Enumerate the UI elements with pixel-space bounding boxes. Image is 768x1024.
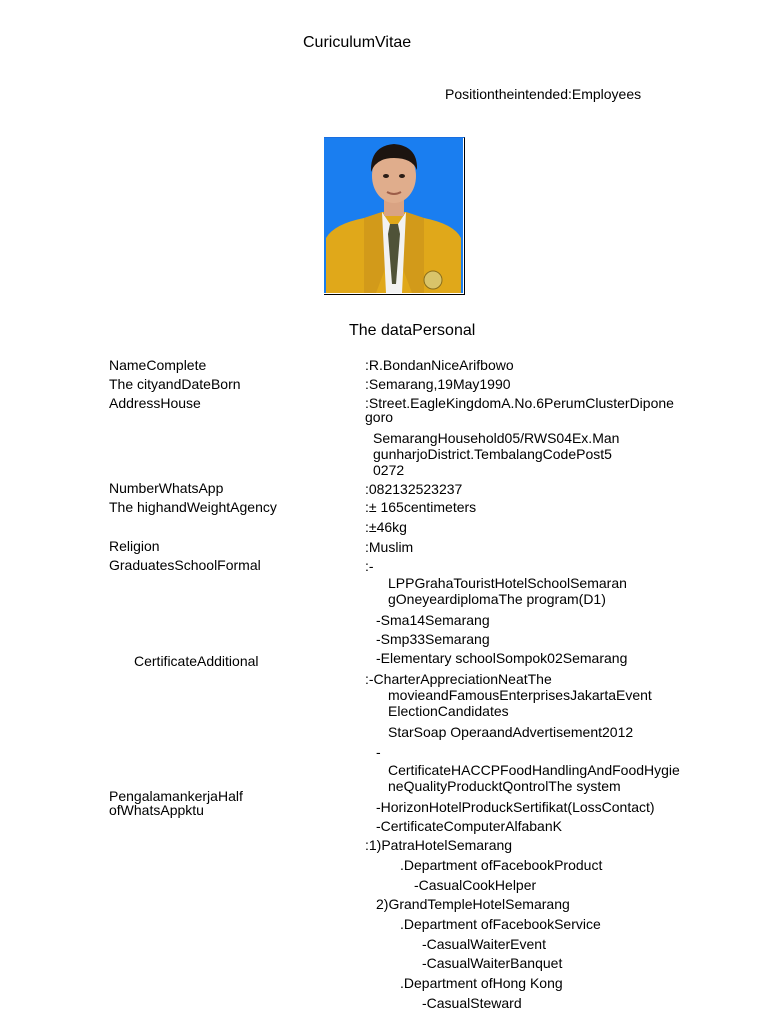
label-address: AddressHouse xyxy=(109,395,201,411)
label-height-weight: The highandWeightAgency xyxy=(109,499,277,515)
label-experience xyxy=(109,789,243,817)
value-cert-7: neQualityProducktQontrolThe system xyxy=(388,778,621,794)
value-exp-6: -CasualWaiterEvent xyxy=(422,936,546,952)
value-cert-1: :-CharterAppreciationNeatThe xyxy=(365,671,552,687)
label-education: GraduatesSchoolFormal xyxy=(109,557,261,573)
profile-photo xyxy=(324,137,465,295)
value-education-5: -Elementary schoolSompok02Semarang xyxy=(376,650,628,666)
value-education-0: :- xyxy=(365,558,374,574)
value-exp-1: :1)PatraHotelSemarang xyxy=(365,837,513,853)
cv-title: CuriculumVitae xyxy=(303,34,412,51)
section-title: The dataPersonal xyxy=(349,322,476,339)
value-education-1: LPPGrahaTouristHotelSchoolSemaran xyxy=(388,575,627,591)
value-exp-4: 2)GrandTempleHotelSemarang xyxy=(376,896,570,912)
value-cert-8: -HorizonHotelProduckSertifikat(LossContact) xyxy=(376,799,655,815)
label-name: NameComplete xyxy=(109,357,207,373)
value-whatsapp: :082132523237 xyxy=(365,481,463,497)
value-name: :R.BondanNiceArifbowo xyxy=(365,357,514,373)
profile-photo-image xyxy=(324,138,463,293)
value-cert-5: - xyxy=(376,744,381,760)
value-birth: :Semarang,19May1990 xyxy=(365,376,511,392)
value-cert-9: -CertificateComputerAlfabanK xyxy=(376,818,562,834)
value-education-2: gOneyeardiplomaThe program(D1) xyxy=(388,591,606,607)
value-address-5: 0272 xyxy=(373,462,405,478)
value-exp-8: .Department ofHong Kong xyxy=(400,975,563,991)
value-cert-6: CertificateHACCPFoodHandlingAndFoodHygie xyxy=(388,762,680,778)
value-education-3: -Sma14Semarang xyxy=(376,612,490,628)
label-experience-line-2: ofWhatsAppktu xyxy=(109,802,204,818)
value-exp-7: -CasualWaiterBanquet xyxy=(422,955,563,971)
label-religion: Religion xyxy=(109,538,160,554)
position-intended: Positiontheintended:Employees xyxy=(445,86,642,102)
label-whatsapp: NumberWhatsApp xyxy=(109,480,224,496)
value-exp-9: -CasualSteward xyxy=(422,995,522,1011)
label-birth: The cityandDateBorn xyxy=(109,376,241,392)
value-address-2: goro xyxy=(365,409,394,425)
value-religion: :Muslim xyxy=(365,539,414,555)
label-experience-line-1: PengalamankerjaHalf xyxy=(109,788,243,804)
value-address-1: :Street.EagleKingdomA.No.6PerumClusterDipone xyxy=(365,395,674,411)
value-weight: :±46kg xyxy=(365,519,407,535)
value-cert-4: StarSoap OperaandAdvertisement2012 xyxy=(388,724,634,740)
value-address-3: SemarangHousehold05/RWS04Ex.Man xyxy=(373,430,620,446)
value-exp-5: .Department ofFacebookService xyxy=(400,916,601,932)
value-education-4: -Smp33Semarang xyxy=(376,631,490,647)
value-height: :± 165centimeters xyxy=(365,499,477,515)
value-cert-3: ElectionCandidates xyxy=(388,703,509,719)
value-address-4: gunharjoDistrict.TembalangCodePost5 xyxy=(373,446,612,462)
value-cert-2: movieandFamousEnterprisesJakartaEvent xyxy=(388,687,652,703)
value-exp-3: -CasualCookHelper xyxy=(414,877,537,893)
value-exp-2: .Department ofFacebookProduct xyxy=(400,857,603,873)
label-certificate: CertificateAdditional xyxy=(134,653,259,669)
